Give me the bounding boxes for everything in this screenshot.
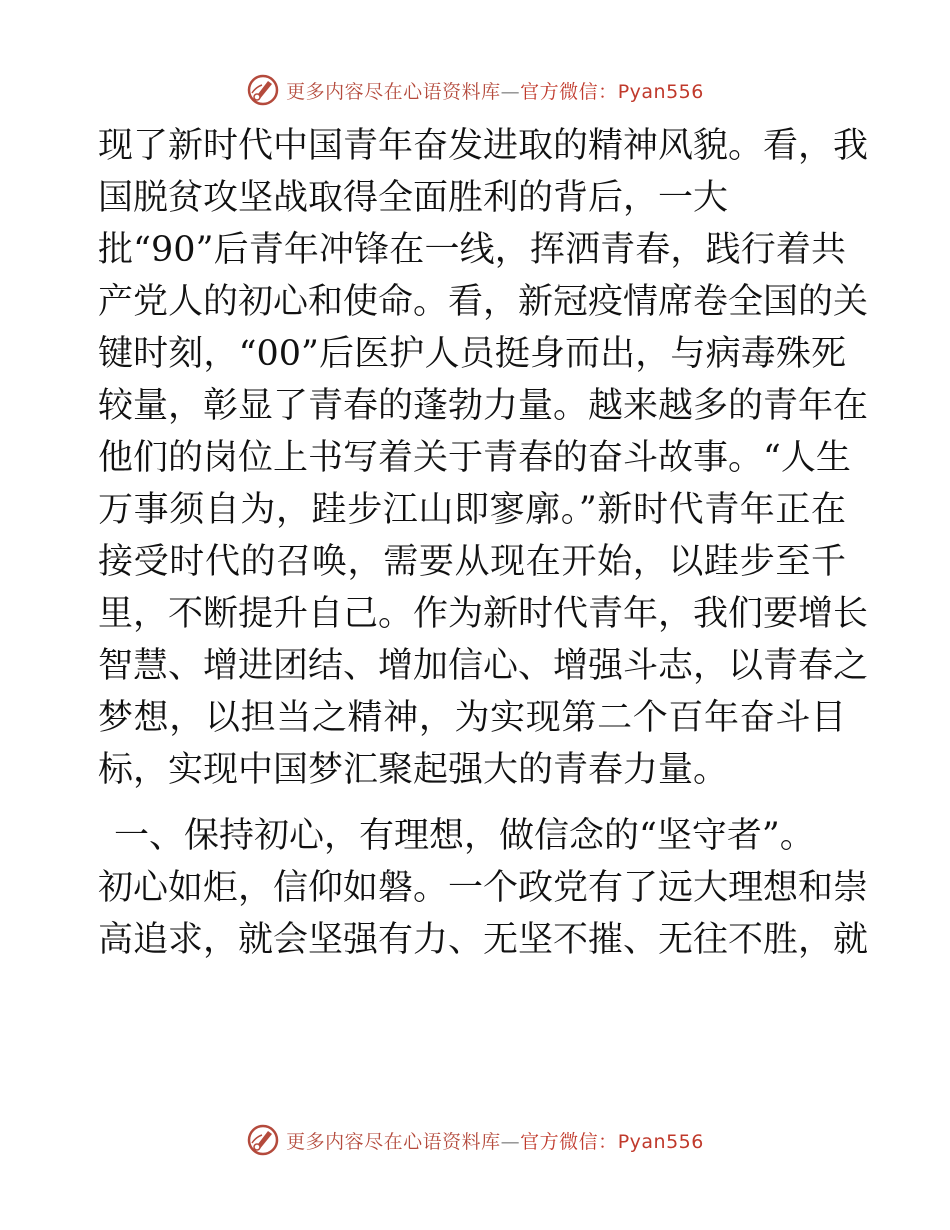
body-line-3: 批“90”后青年冲锋在一线，挥洒青春，践行着共 — [98, 230, 846, 270]
body-line-13: 标，实现中国梦汇聚起强大的青春力量。 — [98, 750, 729, 790]
body-line-6: 较量，彰显了青春的蓬勃力量。越来越多的青年在 — [98, 386, 869, 426]
quill-pen-seal-icon — [246, 73, 280, 107]
header-banner — [0, 70, 950, 110]
paragraph-gap — [98, 796, 858, 810]
header-wechat-label: 官方微信： — [520, 80, 618, 103]
body-line-7: 他们的岗位上书写着关于青春的奋斗故事。“人生 — [98, 438, 851, 478]
section-heading: 一、保持初心，有理想，做信念的“坚守者”。 — [114, 816, 815, 856]
body-line-12: 梦想，以担当之精神，为实现第二个百年奋斗目 — [98, 698, 846, 738]
body-line-15: 高追求，就会坚强有力、无坚不摧、无往不胜，就 — [98, 920, 869, 960]
footer-wechat-label: 官方微信： — [520, 1130, 618, 1153]
footer-banner — [0, 1120, 950, 1160]
quill-pen-seal-icon — [246, 1123, 280, 1157]
header-separator: — — [500, 80, 521, 103]
footer-separator: — — [500, 1130, 521, 1153]
footer-site-text: 更多内容尽在心语资料库 — [286, 1130, 501, 1153]
body-line-4: 产党人的初心和使命。看，新冠疫情席卷全国的关 — [98, 282, 869, 322]
body-line-2: 国脱贫攻坚战取得全面胜利的背后，一大 — [98, 178, 729, 218]
body-line-11: 智慧、增进团结、增加信心、增强斗志，以青春之 — [98, 646, 869, 686]
header-text — [286, 77, 704, 104]
body-line-14: 初心如炬，信仰如磐。一个政党有了远大理想和崇 — [98, 868, 869, 908]
footer-text — [286, 1127, 704, 1154]
document-body — [98, 120, 869, 966]
body-line-9: 接受时代的召唤，需要从现在开始，以跬步至千 — [98, 542, 846, 582]
body-line-10: 里，不断提升自己。作为新时代青年，我们要增长 — [98, 594, 869, 634]
body-line-1: 现了新时代中国青年奋发进取的精神风貌。看，我 — [98, 126, 869, 166]
body-line-8: 万事须自为，跬步江山即寥廓。”新时代青年正在 — [98, 490, 846, 530]
footer-wechat-id: Pyan556 — [617, 1130, 704, 1153]
header-site-text: 更多内容尽在心语资料库 — [286, 80, 501, 103]
body-line-5: 键时刻，“00”后医护人员挺身而出，与病毒殊死 — [98, 334, 846, 374]
header-wechat-id: Pyan556 — [617, 80, 704, 103]
